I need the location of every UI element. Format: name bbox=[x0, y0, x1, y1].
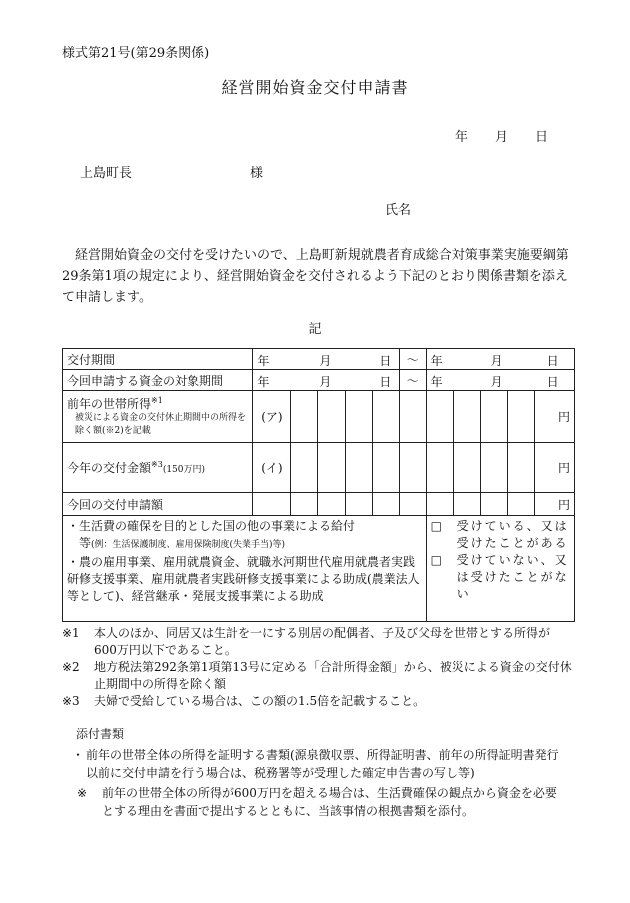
this-year-digit[interactable] bbox=[480, 443, 507, 493]
prior-income-label: 前年の世帯所得 bbox=[67, 397, 152, 411]
date-year-label: 年 bbox=[455, 130, 469, 145]
request-amount-digit[interactable] bbox=[453, 493, 480, 516]
other-benefits-description bbox=[63, 516, 427, 622]
this-year-digit[interactable] bbox=[318, 443, 345, 493]
target-period-end[interactable] bbox=[426, 370, 574, 391]
target-end-year: 年 bbox=[430, 375, 443, 389]
option-received[interactable] bbox=[431, 518, 570, 552]
application-table bbox=[62, 348, 575, 622]
grant-period-tilde: ～ bbox=[399, 349, 426, 370]
target-period-label: 今回申請する資金の対象期間 bbox=[63, 370, 253, 391]
footnotes bbox=[62, 625, 572, 710]
mark-a: (ア) bbox=[253, 391, 291, 443]
prior-income-digit[interactable] bbox=[318, 391, 345, 443]
attachments-heading: 添付書類 bbox=[76, 727, 125, 741]
target-end-day: 日 bbox=[546, 375, 559, 389]
footnote bbox=[62, 625, 572, 659]
date-day-label: 日 bbox=[535, 130, 549, 145]
target-start-year: 年 bbox=[257, 375, 270, 389]
attachment-note-text: 前年の世帯全体の所得が600万円を超える場合は、生活費確保の観点から資金を必要とする理由を書面で提出するとともに、当該事情の根拠書類を添付。 bbox=[102, 786, 557, 818]
prior-income-digit[interactable] bbox=[453, 391, 480, 443]
prior-income-sub1: 被災による資金の交付休止期間中の所得を bbox=[75, 413, 247, 423]
this-year-label-cell bbox=[63, 443, 253, 493]
request-amount-yen: 円 bbox=[534, 493, 574, 516]
attachment-text: 前年の世帯全体の所得を証明する書類(源泉徴収票、所得証明書、前年の所得証明書発行以前に交付申請を行う場合は、税務署等が受理した確定申告書の写し等) bbox=[86, 748, 559, 780]
prior-income-digit[interactable] bbox=[426, 391, 453, 443]
footnote bbox=[62, 693, 572, 710]
request-amount-label: 今回の交付申請額 bbox=[63, 493, 253, 516]
footnote-text: 夫婦で受給している場合は、この額の1.5倍を記載すること。 bbox=[94, 694, 426, 708]
footnote-text: 本人のほか、同居又は生計を一にする別居の配偶者、子及び父母を世帯とする所得が600万円以下であること。 bbox=[94, 626, 551, 657]
document-title: 経営開始資金交付申請書 bbox=[221, 78, 409, 97]
row-request-amount bbox=[63, 493, 575, 516]
option-not-received[interactable] bbox=[431, 552, 570, 603]
this-year-note-ref: ※3 bbox=[151, 460, 163, 469]
this-year-digit[interactable] bbox=[345, 443, 372, 493]
name-label: 氏名 bbox=[385, 203, 412, 218]
attachment-item bbox=[62, 746, 562, 782]
attachments-section bbox=[62, 725, 562, 820]
this-year-digit[interactable] bbox=[507, 443, 534, 493]
prior-income-note-ref: ※1 bbox=[151, 396, 163, 405]
row-target-period bbox=[63, 370, 575, 391]
condition-line3: ・農の雇用事業、雇用就農資金、就職氷河期世代雇用就農者実践研修支援事業、雇用就農者実践研修支援事業による助成(農業法人等として)、経営継承・発展支援事業による助成 bbox=[67, 555, 420, 603]
condition-line1: ・生活費の確保を目的とした国の他の事業による給付 bbox=[67, 519, 356, 533]
this-year-amount-hint: (150万円) bbox=[162, 465, 206, 475]
form-number: 様式第21号(第29条関係) bbox=[62, 46, 210, 61]
honorific: 様 bbox=[250, 166, 264, 181]
grant-end-day: 日 bbox=[546, 354, 559, 368]
prior-income-digit[interactable] bbox=[372, 391, 399, 443]
this-year-yen: 円 bbox=[534, 443, 574, 493]
prior-income-digit[interactable] bbox=[399, 391, 426, 443]
prior-income-digit[interactable] bbox=[345, 391, 372, 443]
request-amount-mark-cell bbox=[253, 493, 291, 516]
checkbox-not-received[interactable]: □ bbox=[430, 553, 443, 567]
row-prior-income bbox=[63, 391, 575, 443]
grant-start-day: 日 bbox=[379, 354, 392, 368]
this-year-digit[interactable] bbox=[372, 443, 399, 493]
grant-end-month: 月 bbox=[490, 354, 503, 368]
request-amount-digit[interactable] bbox=[372, 493, 399, 516]
ki-heading: 記 bbox=[308, 322, 322, 337]
this-year-digit[interactable] bbox=[291, 443, 318, 493]
prior-income-label-cell bbox=[63, 391, 253, 443]
grant-period-start[interactable] bbox=[253, 349, 399, 370]
row-this-year-amount bbox=[63, 443, 575, 493]
this-year-digit[interactable] bbox=[426, 443, 453, 493]
attachment-bullet: ・ bbox=[71, 748, 84, 762]
target-start-day: 日 bbox=[379, 375, 392, 389]
prior-income-digit[interactable] bbox=[480, 391, 507, 443]
footnote-mark: ※1 bbox=[62, 626, 80, 640]
this-year-label: 今年の交付金額 bbox=[67, 461, 152, 475]
footnote-mark: ※2 bbox=[62, 660, 80, 674]
condition-line2-lead: 等 bbox=[79, 536, 92, 550]
this-year-digit[interactable] bbox=[399, 443, 426, 493]
request-amount-digit[interactable] bbox=[291, 493, 318, 516]
statement-text: 経営開始資金の交付を受けたいので、上島町新規就農者育成総合対策事業実施要綱第29条第1項の規定により、経営開始資金を交付されるよう下記のとおり関係書類を添えて申請します。 bbox=[62, 248, 569, 305]
mark-i: (イ) bbox=[253, 443, 291, 493]
prior-income-sub2: 除く額(※2)を記載 bbox=[75, 426, 151, 436]
prior-income-digit[interactable] bbox=[291, 391, 318, 443]
date-month-label: 月 bbox=[495, 130, 509, 145]
checkbox-received[interactable]: □ bbox=[430, 519, 443, 533]
grant-period-label: 交付期間 bbox=[63, 349, 253, 370]
request-amount-digit[interactable] bbox=[426, 493, 453, 516]
footnote-mark: ※3 bbox=[62, 694, 80, 708]
target-end-month: 月 bbox=[490, 375, 503, 389]
prior-income-yen: 円 bbox=[534, 391, 574, 443]
grant-start-month: 月 bbox=[319, 354, 332, 368]
row-grant-period bbox=[63, 349, 575, 370]
attachment-note-mark: ※ bbox=[76, 786, 88, 800]
option-not-received-label: 受けていない、又は受けたことがない bbox=[456, 553, 569, 601]
application-statement bbox=[62, 245, 572, 308]
target-start-month: 月 bbox=[319, 375, 332, 389]
addressee: 上島町長 bbox=[80, 166, 133, 181]
footnote-text: 地方税法第292条第1項第13号に定める「合計所得金額」から、被災による資金の交付休止期間中の所得を除く額 bbox=[94, 660, 572, 691]
other-benefits-options bbox=[426, 516, 574, 622]
grant-period-end[interactable] bbox=[426, 349, 574, 370]
prior-income-digit[interactable] bbox=[507, 391, 534, 443]
condition-line2-example: (例：生活保護制度、雇用保険制度(失業手当)等) bbox=[91, 540, 286, 550]
this-year-digit[interactable] bbox=[453, 443, 480, 493]
row-other-benefits bbox=[63, 516, 575, 622]
grant-start-year: 年 bbox=[257, 354, 270, 368]
request-amount-digit[interactable] bbox=[318, 493, 345, 516]
option-received-label: 受けている、又は受けたことがある bbox=[456, 519, 569, 550]
target-period-start[interactable] bbox=[253, 370, 399, 391]
request-amount-digit[interactable] bbox=[399, 493, 426, 516]
footnote bbox=[62, 659, 572, 693]
target-period-tilde: ～ bbox=[399, 370, 426, 391]
request-amount-digit[interactable] bbox=[345, 493, 372, 516]
request-amount-digit[interactable] bbox=[480, 493, 507, 516]
grant-end-year: 年 bbox=[430, 354, 443, 368]
attachment-note bbox=[62, 784, 562, 820]
request-amount-digit[interactable] bbox=[507, 493, 534, 516]
